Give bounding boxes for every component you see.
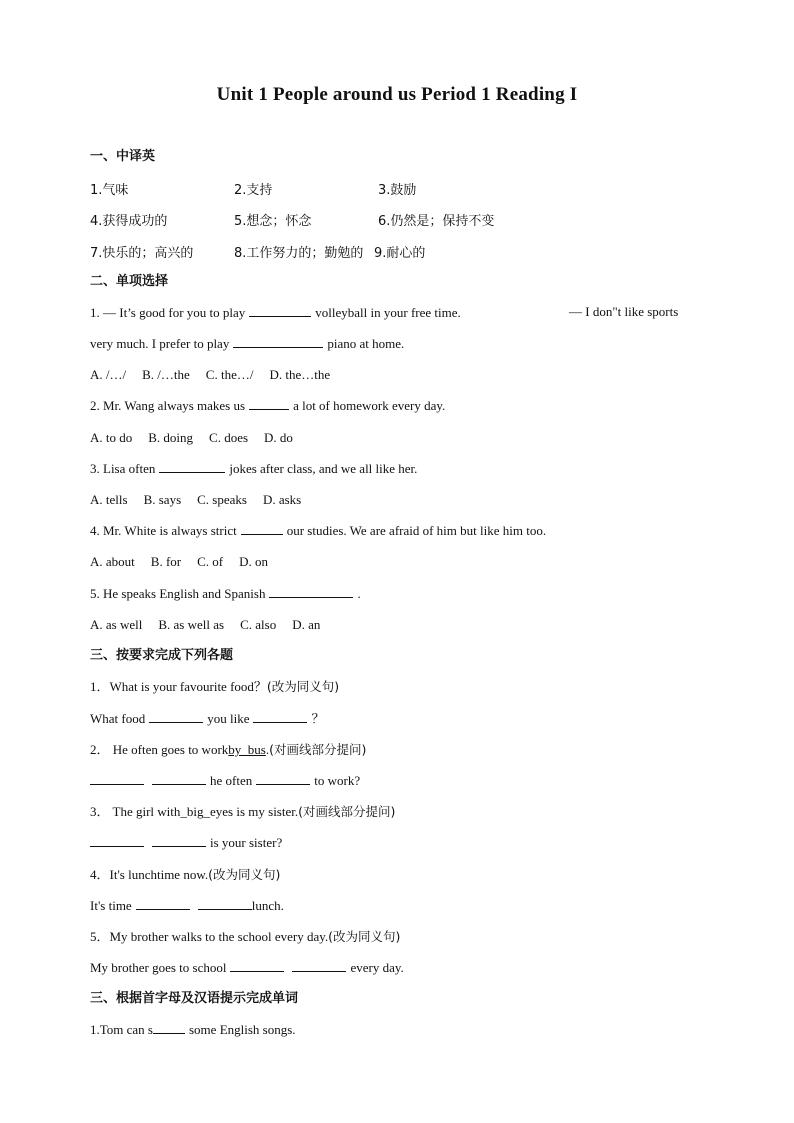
answer-blank[interactable]: [230, 959, 284, 972]
question-text: 5. He speaks English and Spanish: [90, 586, 266, 601]
section-heading-word-completion: 三、根据首字母及汉语提示完成单词: [90, 991, 299, 1006]
answer-text: My brother goes to school: [90, 960, 227, 975]
question-rewrite-4: [90, 866, 280, 884]
question-mc-1: [90, 304, 461, 322]
question-text: 1.Tom can s: [90, 1022, 153, 1037]
section-heading-translation: 一、中译英: [90, 149, 156, 164]
option-c[interactable]: C. the…/: [205, 367, 254, 382]
answer-text: he often: [210, 773, 253, 788]
vocab-item: 2.支持: [234, 183, 273, 198]
question-rewrite-5: [90, 928, 400, 946]
option-c[interactable]: C. does: [209, 430, 249, 445]
answer-blank[interactable]: [253, 710, 307, 723]
answer-text: to work?: [314, 773, 361, 788]
question-text: .: [357, 586, 361, 601]
question-text: 3. Lisa often: [90, 461, 156, 476]
answer-rewrite-2: [90, 772, 360, 790]
option-a[interactable]: A. to do: [90, 430, 133, 445]
question-text: some English songs.: [189, 1022, 296, 1037]
question-text: 1．What is your favourite food？: [90, 679, 267, 694]
question-mc-2: [90, 397, 445, 415]
question-text: 2． He often goes to work: [90, 742, 229, 757]
instruction-note: (对画线部分提问): [269, 742, 367, 757]
option-a[interactable]: A. tells: [90, 492, 128, 507]
options-mc-3: [90, 491, 317, 509]
question-mc-3: [90, 460, 417, 478]
answer-text: lunch.: [251, 898, 284, 913]
option-b[interactable]: B. doing: [148, 430, 194, 445]
question-text: 2. Mr. Wang always makes us: [90, 398, 246, 413]
option-b[interactable]: B. as well as: [158, 617, 225, 632]
answer-blank[interactable]: [152, 834, 206, 847]
instruction-note: (改为同义句): [208, 867, 281, 882]
question-text: a lot of homework every day.: [293, 398, 446, 413]
question-mc-1-cont: [90, 335, 404, 353]
answer-blank[interactable]: [149, 710, 203, 723]
options-mc-4: [90, 553, 284, 571]
answer-rewrite-5: [90, 959, 404, 977]
vocab-item: 8.工作努力的；勤勉的: [234, 246, 364, 261]
answer-text: ？: [311, 711, 325, 726]
answer-text: every day.: [350, 960, 404, 975]
answer-blank[interactable]: [152, 772, 206, 785]
option-c[interactable]: C. of: [197, 554, 224, 569]
vocab-item: 5.想念；怀念: [234, 214, 312, 229]
option-b[interactable]: B. /…the: [142, 367, 190, 382]
answer-blank[interactable]: [249, 397, 289, 410]
answer-blank[interactable]: [241, 522, 283, 535]
option-c[interactable]: C. also: [240, 617, 277, 632]
question-rewrite-1: [90, 678, 339, 696]
question-text: piano at home.: [327, 336, 405, 351]
question-text: jokes after class, and we all like her.: [229, 461, 418, 476]
section-heading-rewrite: 三、按要求完成下列各题: [90, 648, 234, 663]
answer-blank[interactable]: [256, 772, 310, 785]
vocab-item: 4.获得成功的: [90, 214, 168, 229]
option-d[interactable]: D. the…the: [269, 367, 331, 382]
vocab-item: 3.鼓励: [378, 183, 417, 198]
vocab-item: 9.耐心的: [374, 246, 426, 261]
option-d[interactable]: D. do: [264, 430, 293, 445]
page-title: Unit 1 People around us Period 1 Reading I: [216, 84, 578, 105]
answer-blank[interactable]: [198, 897, 252, 910]
option-d[interactable]: D. an: [292, 617, 321, 632]
answer-rewrite-4: [90, 897, 284, 915]
answer-blank[interactable]: [153, 1021, 185, 1034]
question-rewrite-2: [90, 741, 366, 759]
question-text: 4. Mr. White is always strict: [90, 523, 237, 538]
option-a[interactable]: A. as well: [90, 617, 143, 632]
question-text: 4．It's lunchtime now.: [90, 867, 209, 882]
question-mc-5: [90, 585, 361, 603]
option-b[interactable]: B. for: [150, 554, 182, 569]
answer-text: It's time: [90, 898, 132, 913]
option-a[interactable]: A. /…/: [90, 367, 127, 382]
answer-blank[interactable]: [136, 897, 190, 910]
vocab-item: 6.仍然是；保持不变: [378, 214, 495, 229]
answer-rewrite-3: [90, 834, 282, 852]
answer-blank[interactable]: [269, 585, 353, 598]
answer-blank[interactable]: [159, 460, 225, 473]
vocab-item: 1.气味: [90, 183, 129, 198]
answer-rewrite-1: [90, 710, 325, 728]
option-b[interactable]: B. says: [143, 492, 182, 507]
options-mc-5: [90, 616, 336, 634]
answer-blank[interactable]: [90, 772, 144, 785]
question-text: — I don"t like sports: [569, 304, 679, 319]
options-mc-1: [90, 366, 346, 384]
question-rewrite-3: [90, 803, 395, 821]
instruction-note: (改为同义句): [266, 679, 340, 694]
vocab-item: 7.快乐的；高兴的: [90, 246, 194, 261]
question-text: volleyball in your free time.: [315, 305, 461, 320]
option-a[interactable]: A. about: [90, 554, 135, 569]
question-text: .: [265, 742, 270, 757]
question-text: our studies. We are afraid of him but like him too.: [286, 523, 547, 538]
answer-blank[interactable]: [90, 834, 144, 847]
instruction-note: (对画线部分提问): [298, 804, 396, 819]
question-text: 3． The girl with_big_eyes is my sister.: [90, 804, 299, 819]
question-text: very much. I prefer to play: [90, 336, 230, 351]
question-text: 1. — It’s good for you to play: [90, 305, 246, 320]
answer-blank[interactable]: [249, 304, 311, 317]
answer-blank[interactable]: [292, 959, 346, 972]
question-mc-4: [90, 522, 546, 540]
question-word-1: [90, 1021, 296, 1039]
underlined-phrase: by_bus: [228, 742, 266, 757]
answer-text: What food: [90, 711, 146, 726]
answer-text: is your sister?: [210, 835, 283, 850]
option-c[interactable]: C. speaks: [197, 492, 247, 507]
section-heading-multiple-choice: 二、单项选择: [90, 274, 169, 289]
option-d[interactable]: D. on: [239, 554, 269, 569]
instruction-note: (改为同义句): [328, 929, 401, 944]
answer-blank[interactable]: [233, 335, 323, 348]
answer-text: you like: [207, 711, 250, 726]
question-text: 5．My brother walks to the school every day.: [90, 929, 329, 944]
option-d[interactable]: D. asks: [262, 492, 302, 507]
options-mc-2: [90, 429, 309, 447]
